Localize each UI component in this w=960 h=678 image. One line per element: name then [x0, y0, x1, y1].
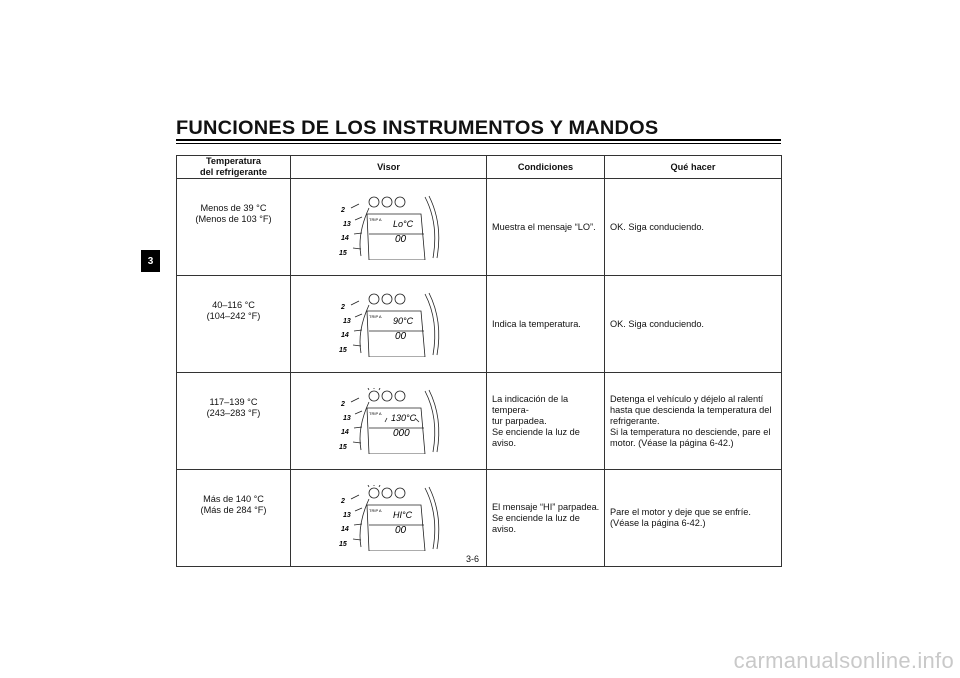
instrument-display-illustration [329, 194, 449, 260]
tick-label: 13 [342, 415, 351, 422]
header-action: Qué hacer [605, 156, 782, 179]
trip-label: TRIP A [368, 217, 382, 222]
temperature-cell [177, 276, 291, 373]
action-line: (Véase la página 6-42.) [610, 518, 706, 528]
trip-label: TRIP A [368, 411, 382, 416]
header-conditions: Condiciones [487, 156, 605, 179]
action-line: motor. (Véase la página 6-42.) [610, 437, 734, 448]
conditions-line: La indicación de la tempera- [492, 393, 569, 415]
title-rule-thick [176, 139, 781, 141]
temperature-cell [177, 470, 291, 567]
action-cell [605, 373, 782, 470]
temperature-readout: Lo°C [392, 219, 413, 229]
watermark: carmanualsonline.info [733, 648, 954, 673]
trip-label: TRIP A [368, 508, 382, 513]
odometer-readout: 00 [394, 234, 406, 245]
temperature-cell [177, 179, 291, 276]
temperature-celsius: 40–116 °C [212, 300, 255, 310]
display-cell [291, 179, 487, 276]
temperature-readout: 90°C [392, 316, 413, 326]
conditions-line: El mensaje “HI” parpadea. [492, 501, 600, 512]
temperature-readout: 130°C [390, 413, 416, 423]
conditions-cell [487, 276, 605, 373]
conditions-line: Indica la temperatura. [492, 318, 581, 329]
instrument-display-illustration [329, 485, 449, 551]
temperature-fahrenheit: (Más de 284 °F) [200, 505, 267, 515]
tick-label: 13 [342, 318, 351, 325]
instrument-display-illustration [329, 388, 449, 454]
action-line: Si la temperatura no desciende, pare el [610, 426, 771, 437]
tick-label: 2 [340, 304, 345, 311]
action-line: OK. Siga conduciendo. [610, 318, 704, 329]
instrument-display-illustration [329, 291, 449, 357]
tick-label: 2 [340, 207, 345, 214]
conditions-cell [487, 179, 605, 276]
odometer-readout: 000 [392, 428, 410, 439]
tick-label: 14 [340, 429, 349, 436]
table-row [177, 470, 782, 567]
temperature-fahrenheit: (243–283 °F) [206, 408, 261, 418]
conditions-line: Muestra el mensaje “LO”. [492, 221, 596, 232]
conditions-cell [487, 470, 605, 567]
tick-label: 14 [340, 235, 349, 242]
display-cell [291, 373, 487, 470]
action-line: Pare el motor y deje que se enfríe. [610, 507, 751, 517]
header-temperature-line2: del refrigerante [200, 167, 267, 177]
tick-label: 13 [342, 512, 351, 519]
conditions-line: Se enciende la luz de aviso. [492, 426, 580, 448]
temperature-readout: HI°C [392, 510, 412, 520]
tick-label: 13 [342, 221, 351, 228]
table-row [177, 373, 782, 470]
tick-label: 15 [338, 250, 347, 257]
header-display: Visor [291, 156, 487, 179]
action-line: refrigerante. [610, 415, 660, 426]
table-row [177, 179, 782, 276]
tick-label: 15 [338, 347, 347, 354]
action-line: Detenga el vehículo y déjelo al ralentí [610, 393, 764, 404]
temperature-fahrenheit: (Menos de 103 °F) [195, 214, 272, 224]
chapter-tab: 3 [141, 250, 160, 272]
tick-label: 15 [338, 444, 347, 451]
page-number: 3-6 [466, 554, 480, 564]
conditions-cell [487, 373, 605, 470]
display-cell [291, 470, 487, 567]
table-header-row [177, 156, 782, 179]
temperature-celsius: Más de 140 °C [203, 494, 264, 504]
temperature-fahrenheit: (104–242 °F) [206, 311, 261, 321]
title-rule-thin [176, 143, 781, 144]
conditions-line: tur parpadea. [492, 415, 547, 426]
tick-label: 15 [338, 541, 347, 548]
action-cell [605, 179, 782, 276]
temperature-celsius: 117–139 °C [209, 397, 258, 407]
odometer-readout: 00 [394, 331, 406, 342]
action-cell [605, 470, 782, 567]
temperature-celsius: Menos de 39 °C [200, 203, 267, 213]
tick-label: 14 [340, 332, 349, 339]
page-title: FUNCIONES DE LOS INSTRUMENTOS Y MANDOS [176, 118, 659, 139]
temperature-cell [177, 373, 291, 470]
action-line: OK. Siga conduciendo. [610, 221, 704, 232]
coolant-temperature-table [176, 155, 782, 567]
tick-label: 2 [340, 401, 345, 408]
trip-label: TRIP A [368, 314, 382, 319]
action-line: hasta que descienda la temperatura del [610, 404, 772, 415]
tick-label: 2 [340, 498, 345, 505]
conditions-line: Se enciende la luz de aviso. [492, 512, 580, 534]
action-cell [605, 276, 782, 373]
table-row [177, 276, 782, 373]
display-cell [291, 276, 487, 373]
header-temperature [177, 156, 291, 179]
tick-label: 14 [340, 526, 349, 533]
header-temperature-line1: Temperatura [206, 156, 261, 166]
odometer-readout: 00 [394, 525, 406, 536]
